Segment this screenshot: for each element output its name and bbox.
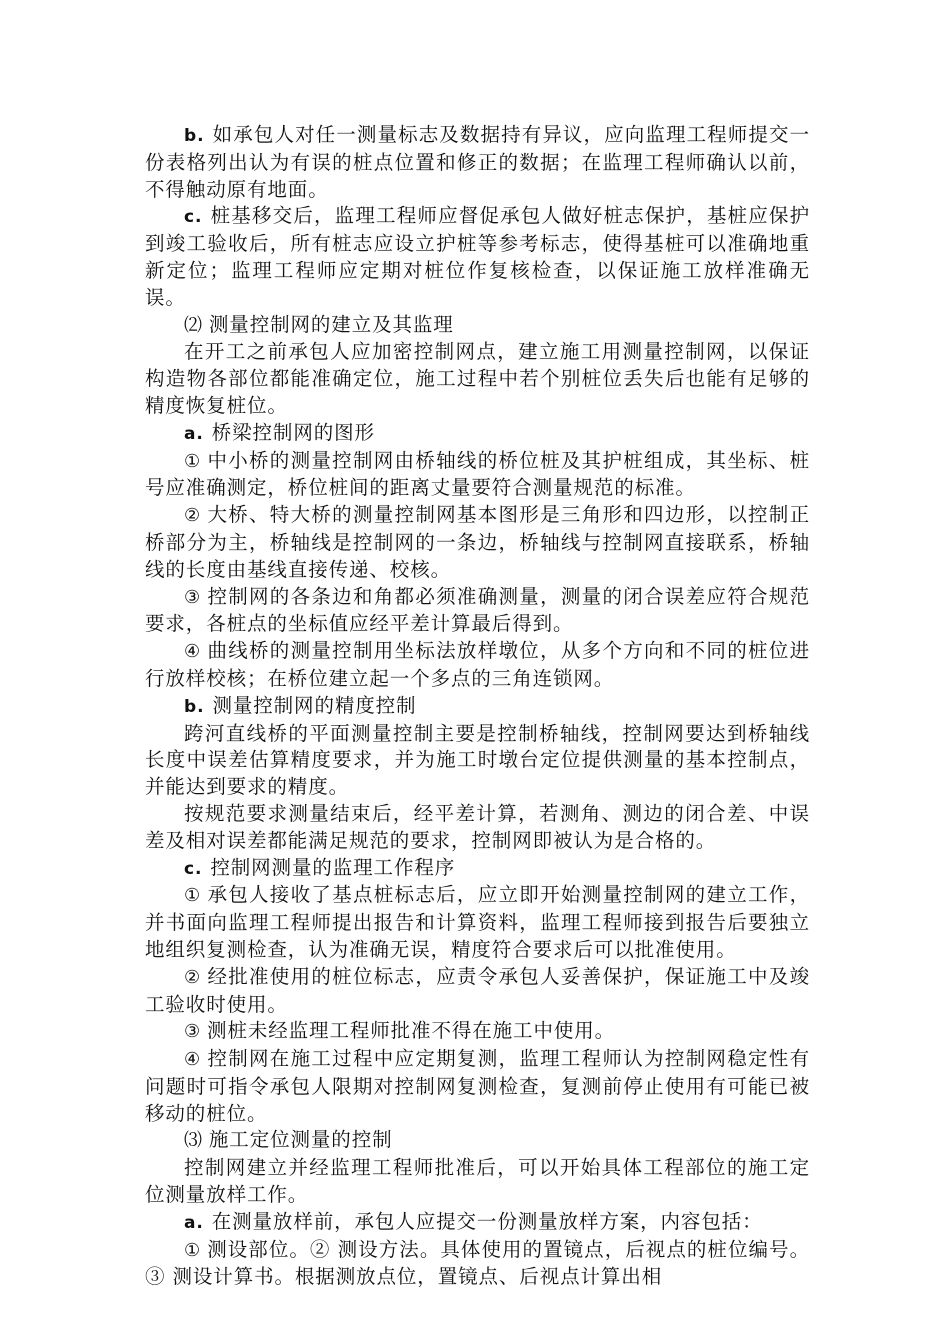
paragraph-control-network-intro bbox=[145, 339, 810, 419]
list-item-1 bbox=[145, 882, 810, 963]
subheading-title: 测量控制网的精度控制 bbox=[212, 693, 417, 717]
item-marker: ① bbox=[184, 450, 202, 472]
paragraph-plan-contents bbox=[145, 1237, 810, 1292]
item-marker: ① bbox=[184, 1239, 202, 1261]
paragraph-text: 控制网的各条边和角都必须准确测量，测量的闭合误差应符合规范要求，各桩点的坐标值应经平差计算最后得到。 bbox=[145, 584, 810, 636]
paragraph-b-objection bbox=[145, 122, 810, 203]
item-marker: c. bbox=[184, 207, 203, 228]
paragraph-text: 曲线桥的测量控制用坐标法放样墩位，从多个方向和不同的桩位进行放样校核；在桥位建立起一个多点的三角连锁网。 bbox=[145, 639, 810, 690]
item-marker: a. bbox=[184, 423, 204, 444]
paragraph-layout-intro bbox=[145, 1155, 810, 1209]
paragraph-text: 按规范要求测量结束后，经平差计算，若测角、测边的闭合差、中误差及相对误差都能满足规范的要求，控制网即被认为是合格的。 bbox=[145, 801, 810, 852]
section-title: 测量控制网的建立及其监理 bbox=[208, 312, 454, 336]
item-marker: ① bbox=[184, 885, 202, 907]
paragraph-text: 承包人接收了基点桩标志后，应立即开始测量控制网的建立工作，并书面向监理工程师提出报告和计算资料，监理工程师接到报告后要独立地组织复测检查，认为准确无误，精度符合要求后可以批准使用。 bbox=[145, 883, 810, 961]
paragraph-text: 控制网建立并经监理工程师批准后，可以开始具体工程部位的施工定位测量放样工作。 bbox=[145, 1156, 810, 1207]
list-item-3 bbox=[145, 1018, 810, 1046]
list-item-1 bbox=[145, 448, 810, 503]
paragraph-river-bridge bbox=[145, 721, 810, 801]
paragraph-text: 测设部位。② 测设方法。具体使用的置镜点，后视点的桩位编号。③ 测设计算书。根据测放点位，置镜点、后视点计算出相 bbox=[145, 1237, 810, 1289]
list-item-2 bbox=[145, 502, 810, 583]
paragraph-text: 控制网在施工过程中应定期复测，监理工程师认为控制网稳定性有问题时可指令承包人限期对控制网复测检查，复测前停止使用有可能已被移动的桩位。 bbox=[145, 1047, 810, 1125]
list-item-2 bbox=[145, 964, 810, 1019]
item-marker: c. bbox=[184, 858, 203, 879]
item-marker: ③ bbox=[184, 586, 202, 608]
paragraph-adjustment bbox=[145, 801, 810, 855]
paragraph-text: 跨河直线桥的平面测量控制主要是控制桥轴线，控制网要达到桥轴线长度中误差估算精度要求，并为施工时墩台定位提供测量的基本控制点，并能达到要求的精度。 bbox=[145, 721, 810, 799]
section-heading-3 bbox=[145, 1127, 810, 1155]
subheading-c-procedure bbox=[145, 855, 810, 883]
list-item-3 bbox=[145, 584, 810, 639]
section-heading-2 bbox=[145, 312, 810, 340]
item-marker: b. bbox=[184, 126, 205, 146]
item-marker: ② bbox=[184, 505, 202, 527]
item-marker: ② bbox=[184, 966, 202, 988]
paragraph-c-pile-protection bbox=[145, 203, 810, 311]
paragraph-text: 桩基移交后，监理工程师应督促承包人做好桩志保护，基桩应保护到竣工验收后，所有桩志应设立护桩等参考标志，使得基桩可以准确地重新定位；监理工程师应定期对桩位作复核检查，以保证施工放样准确无误。 bbox=[145, 204, 810, 309]
item-marker: ⑶ bbox=[184, 1130, 203, 1152]
paragraph-text: 如承包人对任一测量标志及数据持有异议，应向监理工程师提交一份表格列出认为有误的桩点位置和修正的数据；在监理工程师确认以前，不得触动原有地面。 bbox=[145, 123, 810, 201]
paragraph-text: 大桥、特大桥的测量控制网基本图形是三角形和四边形，以控制正桥部分为主，桥轴线是控制网的一条边，桥轴线与控制网直接联系，桥轴线的长度由基线直接传递、校核。 bbox=[145, 503, 810, 581]
item-marker: ④ bbox=[184, 641, 202, 663]
item-marker: ⑵ bbox=[184, 314, 203, 336]
paragraph-text: 在测量放样前，承包人应提交一份测量放样方案，内容包括： bbox=[211, 1209, 763, 1233]
document-body bbox=[145, 122, 810, 1291]
item-marker: ③ bbox=[184, 1021, 202, 1043]
paragraph-text: 在开工之前承包人应加密控制网点，建立施工用测量控制网，以保证构造物各部位都能准确定位，施工过程中若个别桩位丢失后也能有足够的精度恢复桩位。 bbox=[145, 340, 810, 417]
paragraph-text: 测桩未经监理工程师批准不得在施工中使用。 bbox=[207, 1019, 616, 1043]
paragraph-text: 中小桥的测量控制网由桥轴线的桥位桩及其护桩组成，其坐标、桩号应准确测定，桥位桩间的距离丈量要符合测量规范的标准。 bbox=[145, 448, 810, 500]
list-item-4 bbox=[145, 1046, 810, 1127]
item-marker: a. bbox=[184, 1212, 204, 1233]
list-item-4 bbox=[145, 638, 810, 693]
subheading-title: 桥梁控制网的图形 bbox=[211, 420, 375, 444]
item-marker: ④ bbox=[184, 1049, 202, 1071]
paragraph-a-plan bbox=[145, 1209, 810, 1237]
paragraph-text: 经批准使用的桩位标志，应责令承包人妥善保护，保证施工中及竣工验收时使用。 bbox=[145, 964, 810, 1016]
subheading-title: 控制网测量的监理工作程序 bbox=[210, 855, 456, 879]
item-marker: b. bbox=[184, 696, 205, 717]
subheading-b-precision bbox=[145, 693, 810, 721]
section-title: 施工定位测量的控制 bbox=[208, 1128, 393, 1152]
subheading-a-network-shape bbox=[145, 420, 810, 448]
